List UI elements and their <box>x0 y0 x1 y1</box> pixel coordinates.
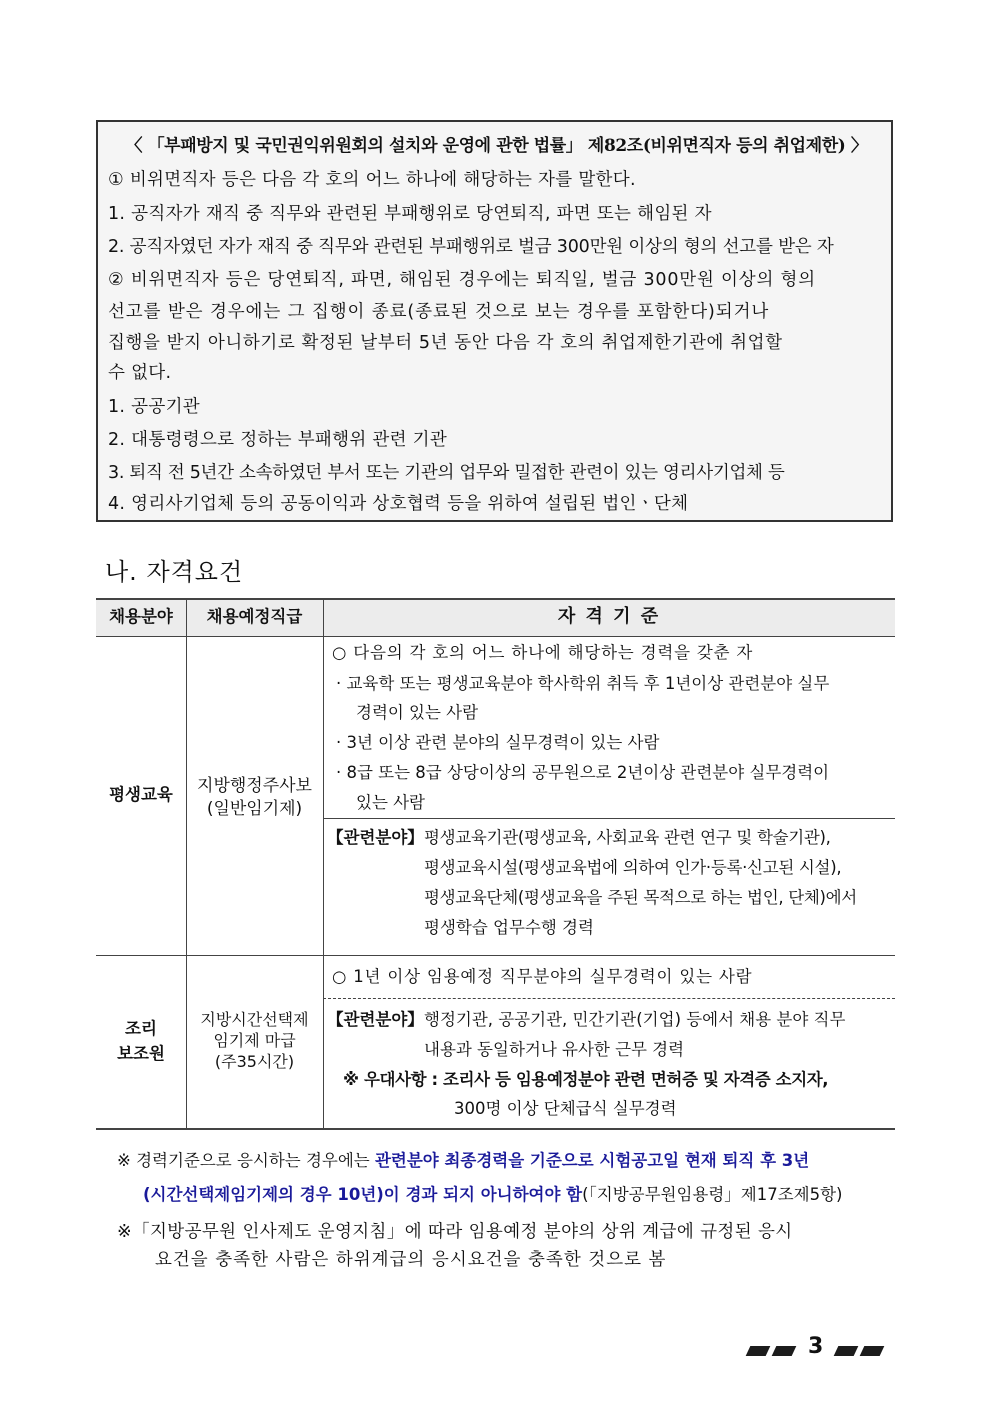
row-grade-line: 지방시간선택제 <box>200 1010 309 1029</box>
header-field: 채용분야 <box>109 607 173 626</box>
preference-line: ※ 우대사항 : 조리사 등 임용예정분야 관련 면허증 및 자격증 소지자, <box>343 1070 829 1089</box>
row-grade-line: (일반임기제) <box>206 799 303 819</box>
law-line: 수 없다. <box>108 363 172 383</box>
row-grade-line: 지방행정주사보 <box>197 776 312 796</box>
footer-bar-decoration <box>860 1346 885 1356</box>
footer-bar-decoration <box>834 1346 859 1356</box>
law-line: ① 비위면직자 등은 다음 각 호의 어느 하나에 해당하는 자를 말한다. <box>108 170 636 190</box>
law-line: 2. 공직자였던 자가 재직 중 직무와 관련된 부패행위로 벌금 300만원 이상의 형의 선고를 받은 자 <box>108 237 834 257</box>
note-career-criteria-cont: (시간선택제임기제의 경우 10년)이 경과 되지 아니하여야 함(「지방공무원임용령」제17조제5항) <box>143 1185 843 1204</box>
preference-line: 300명 이상 단체급식 실무경력 <box>454 1099 677 1118</box>
law-line: 2. 대통령령으로 정하는 부패행위 관련 기관 <box>108 430 448 450</box>
row-field-cooking-assistant: 조리 <box>125 1019 157 1038</box>
criteria-line: 있는 사람 <box>356 793 426 812</box>
qualification-table <box>96 598 895 1129</box>
law-line: 3. 퇴직 전 5년간 소속하였던 부서 또는 기관의 업무와 밀접한 관련이 있는 영리사기업체 등 <box>108 463 785 483</box>
related-field-line: 평생교육기관(평생교육, 사회교육 관련 연구 및 학술기관), <box>424 828 831 847</box>
law-excerpt-box <box>96 120 893 522</box>
law-line: 1. 공공기관 <box>108 397 200 417</box>
law-line: 1. 공직자가 재직 중 직무와 관련된 부패행위로 당연퇴직, 파면 또는 해임된 자 <box>108 204 712 224</box>
law-line: ② 비위면직자 등은 당연퇴직, 파면, 해임된 경우에는 퇴직일, 벌금 300만원 이상의 형의 <box>108 270 816 290</box>
criteria-line: 경력이 있는 사람 <box>356 703 479 722</box>
note-career-criteria: ※ 경력기준으로 응시하는 경우에는 관련분야 최종경력을 기준으로 시험공고일 현재 퇴직 후 3년 <box>117 1151 810 1170</box>
footer-bar-decoration <box>772 1346 797 1356</box>
related-field-label: 【관련분야】 <box>327 828 424 847</box>
criteria-line: ○ 다음의 각 호의 어느 하나에 해당하는 경력을 갖춘 자 <box>332 643 754 662</box>
related-field-line: 평생학습 업무수행 경력 <box>424 918 594 937</box>
criteria-line: · 8급 또는 8급 상당이상의 공무원으로 2년이상 관련분야 실무경력이 <box>336 763 830 782</box>
law-title: 〈 「부패방지 및 국민권익위원회의 설치와 운영에 관한 법률」 제82조(비위면직자 등의 취업제한) 〉 <box>125 136 868 156</box>
related-field-line: 행정기관, 공공기관, 민간기관(기업) 등에서 채용 분야 직무 <box>424 1010 846 1029</box>
related-field-line: 평생교육시설(평생교육법에 의하여 인가·등록·신고된 시설), <box>424 858 842 877</box>
criteria-line: ○ 1년 이상 임용예정 직무분야의 실무경력이 있는 사람 <box>332 967 753 986</box>
header-grade: 채용예정직급 <box>206 607 303 626</box>
row-grade-line: (주35시간) <box>214 1052 295 1071</box>
footer-bar-decoration <box>746 1346 771 1356</box>
criteria-line: · 교육학 또는 평생교육분야 학사학위 취득 후 1년이상 관련분야 실무 <box>336 674 830 693</box>
page-number: 3 <box>808 1334 824 1359</box>
law-line: 선고를 받은 경우에는 그 집행이 종료(종료된 것으로 보는 경우를 포함한다)되거나 <box>108 302 770 322</box>
row-grade-line: 임기제 마급 <box>213 1031 296 1050</box>
criteria-line: · 3년 이상 관련 분야의 실무경력이 있는 사람 <box>336 733 660 752</box>
row-field-cooking-assistant: 보조원 <box>117 1044 165 1063</box>
section-title: 나. 자격요건 <box>105 558 244 586</box>
related-field-label: 【관련분야】 <box>327 1010 424 1029</box>
row-field-lifelong-education: 평생교육 <box>109 785 173 804</box>
related-field-line: 평생교육단체(평생교육을 주된 목적으로 하는 법인, 단체)에서 <box>424 888 857 907</box>
note-upper-grade: ※「지방공무원 인사제도 운영지침」에 따라 임용예정 분야의 상위 계급에 규정된 응시 <box>117 1222 793 1242</box>
header-criteria: 자 격 기 준 <box>557 606 661 627</box>
law-line: 집행을 받지 아니하기로 확정된 날부터 5년 동안 다음 각 호의 취업제한기관에 취업할 <box>108 333 783 353</box>
note-upper-grade-cont: 요건을 충족한 사람은 하위계급의 응시요건을 충족한 것으로 봄 <box>155 1250 667 1270</box>
law-line: 4. 영리사기업체 등의 공동이익과 상호협력 등을 위하여 설립된 법인ㆍ단체 <box>108 494 689 514</box>
related-field-line: 내용과 동일하거나 유사한 근무 경력 <box>424 1040 685 1059</box>
